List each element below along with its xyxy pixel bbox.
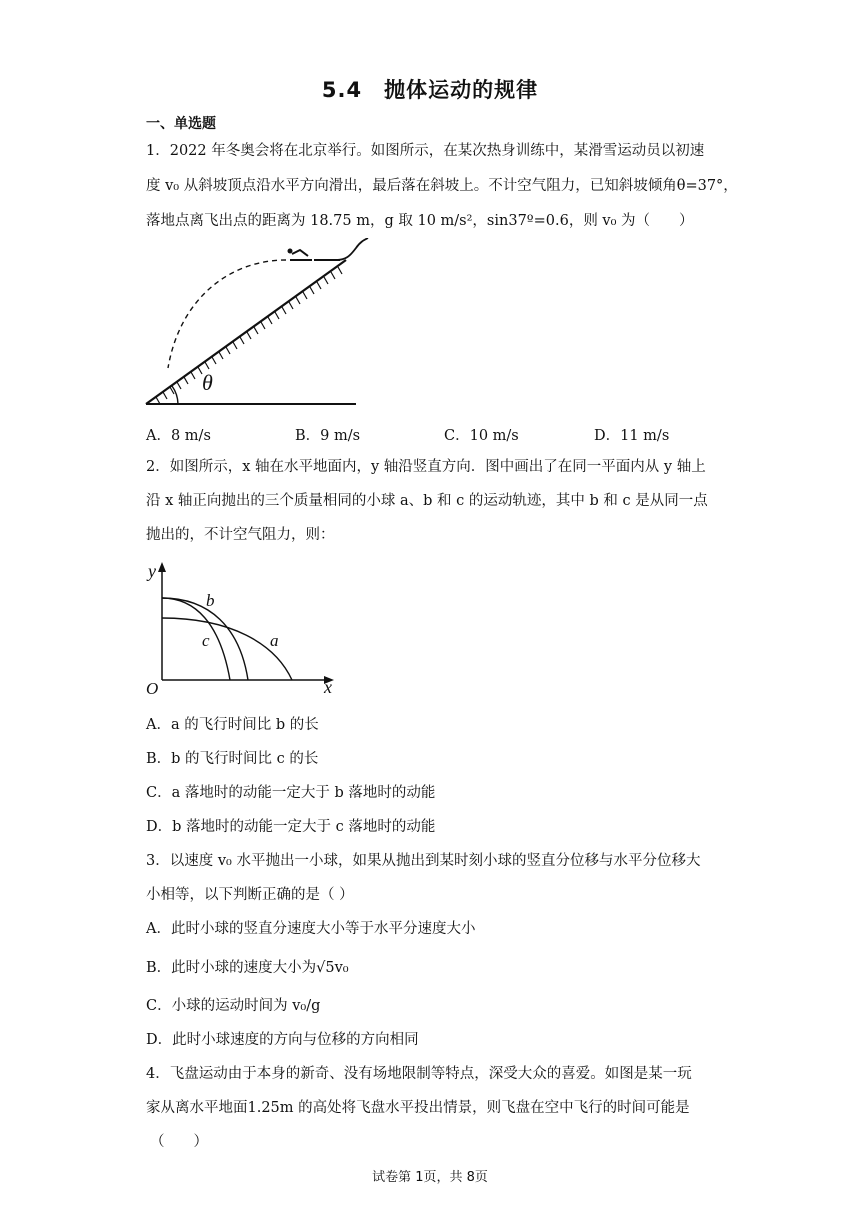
- page-title: 5.4 抛体运动的规律: [321, 78, 539, 102]
- page-footer: 试卷第 1页，共 8页: [372, 1170, 488, 1185]
- q2-line-2: 沿 x 轴正向抛出的三个质量相同的小球 a、b 和 c 的运动轨迹，其中 b 和 c 是从同一点: [146, 493, 708, 509]
- theta-label: θ: [202, 370, 213, 395]
- q3-line-1: 3．以速度 v₀ 水平抛出一小球，如果从抛出到某时刻小球的竖直分位移与水平分位移大: [146, 853, 701, 869]
- angle-arc: [172, 386, 178, 404]
- section-heading: 一、单选题: [146, 116, 216, 132]
- q1-option-c: C．10 m/s: [444, 428, 519, 444]
- skier-icon: [288, 249, 313, 261]
- slope-hatching: [156, 267, 342, 404]
- q2-line-3: 抛出的，不计空气阻力，则：: [146, 527, 335, 543]
- q1-option-a: A．8 m/s: [146, 428, 211, 444]
- q4-line-2: 家从离水平地面1.25m 的高处将飞盘水平投出情景，则飞盘在空中飞行的时间可能是: [146, 1100, 690, 1116]
- q2-line-1: 2．如图所示，x 轴在水平地面内，y 轴沿竖直方向．图中画出了在同一平面内从 y 轴上: [146, 459, 706, 475]
- q1-line-2: 度 v₀ 从斜坡顶点沿水平方向滑出，最后落在斜坡上。不计空气阻力，已知斜坡倾角θ=37°，: [146, 178, 738, 194]
- label-a: a: [270, 631, 279, 650]
- slope-line: [146, 260, 346, 404]
- origin-label: O: [146, 679, 159, 698]
- x-axis-label: x: [324, 677, 332, 697]
- y-axis-arrow-icon: [158, 562, 166, 572]
- label-c: c: [202, 631, 210, 650]
- q2-option-c: C．a 落地时的动能一定大于 b 落地时的动能: [146, 785, 436, 801]
- trajectory-c: [162, 598, 230, 680]
- q4-line-3: （ ）: [150, 1134, 208, 1150]
- q2-option-d: D．b 落地时的动能一定大于 c 落地时的动能: [146, 819, 436, 835]
- y-axis-label: y: [148, 561, 156, 581]
- q3-option-d: D．此时小球速度的方向与位移的方向相同: [146, 1032, 419, 1048]
- q3-option-b: B．此时小球的速度大小为√5v₀: [146, 960, 349, 976]
- q2-option-a: A．a 的飞行时间比 b 的长: [146, 717, 319, 733]
- q1-line-3: 落地点离飞出点的距离为 18.75 m，g 取 10 m/s²，sin37º=0.6，则 v₀ 为（ ）: [146, 213, 694, 229]
- q1-option-b: B．9 m/s: [295, 428, 361, 444]
- q3-option-c: C．小球的运动时间为 v₀/g: [146, 998, 321, 1014]
- q2-trajectory-figure: [140, 558, 345, 698]
- q4-line-1: 4．飞盘运动由于本身的新奇、没有场地限制等特点，深受大众的喜爱。如图是某一玩: [146, 1066, 692, 1082]
- trajectory-dashed: [168, 260, 286, 368]
- q1-line-1: 1．2022 年冬奥会将在北京举行。如图所示，在某次热身训练中，某滑雪运动员以初速: [146, 143, 705, 159]
- q1-option-d: D．11 m/s: [594, 428, 670, 444]
- q3-option-a: A．此时小球的竖直分速度大小等于水平分速度大小: [146, 921, 476, 937]
- q3-line-2: 小相等，以下判断正确的是（ ）: [146, 887, 354, 903]
- q2-option-b: B．b 的飞行时间比 c 的长: [146, 751, 319, 767]
- q1-ski-slope-figure: [140, 238, 370, 410]
- label-b: b: [206, 591, 215, 610]
- ramp-curve: [336, 238, 368, 260]
